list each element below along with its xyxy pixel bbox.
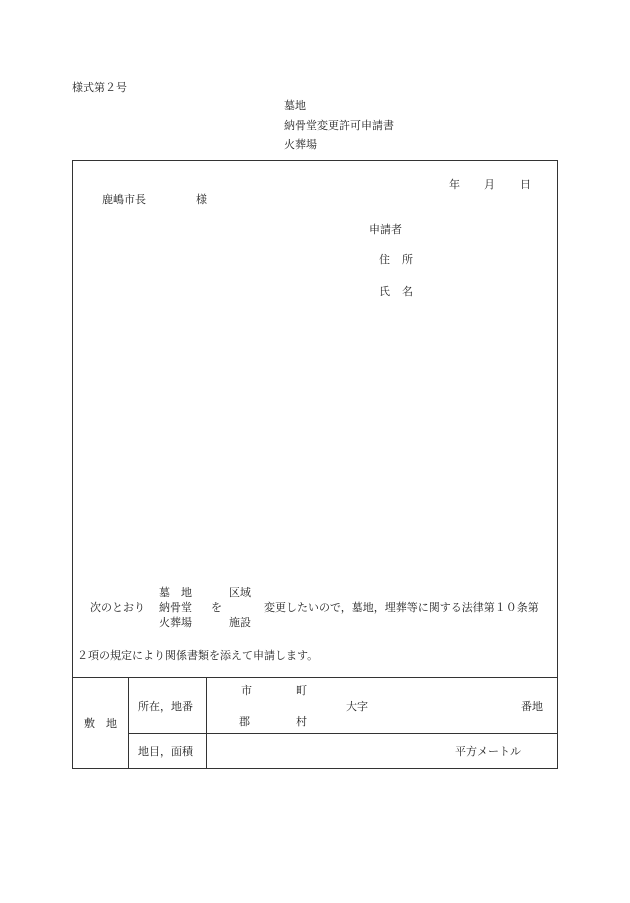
statement-suffix: 変更したいので，墓地，埋葬等に関する法律第１０条第 — [264, 601, 539, 614]
title-line-kasoba: 火葬場 — [284, 138, 317, 151]
date-day-label: 日 — [520, 178, 531, 191]
facility-option-kasoba: 火葬場 — [159, 616, 192, 629]
name-label-char1: 氏 — [379, 285, 390, 298]
addressee-honorific: 様 — [196, 193, 207, 206]
address-label-char1: 住 — [379, 253, 390, 266]
applicant-label: 申請者 — [369, 223, 402, 236]
facility-option-nokotsudo: 納骨堂 — [159, 601, 192, 614]
statement-line2: ２項の規定により関係書類を添えて申請します。 — [77, 649, 319, 662]
table-col-divider-2 — [206, 677, 207, 769]
title-line-bochi: 墓地 — [284, 99, 306, 112]
area-unit-label: 平方メートル — [455, 745, 521, 758]
oaza-label: 大字 — [346, 700, 368, 713]
form-number: 様式第２号 — [72, 81, 127, 94]
village-label: 村 — [296, 715, 307, 728]
table-top-border — [72, 677, 558, 678]
city-label: 市 — [241, 684, 252, 697]
statement-prefix: 次のとおり — [90, 601, 145, 614]
district-label: 郡 — [239, 715, 250, 728]
town-label: 町 — [296, 684, 307, 697]
addressee-name: 鹿嶋市長 — [102, 193, 146, 206]
page-title: 納骨堂変更許可申請書 — [284, 119, 394, 132]
date-year-label: 年 — [449, 178, 460, 191]
land-use-area-label: 地目，面積 — [138, 745, 193, 758]
statement-particle: を — [211, 601, 222, 614]
facility-option-bochi: 墓 地 — [159, 586, 192, 599]
change-option-kuiki: 区域 — [229, 586, 251, 599]
name-label-char2: 名 — [402, 285, 413, 298]
site-section-label: 敷 地 — [84, 717, 117, 730]
table-row-divider — [128, 733, 558, 734]
table-col-divider-1 — [128, 677, 129, 769]
date-month-label: 月 — [484, 178, 495, 191]
change-option-shisetsu: 施設 — [229, 616, 251, 629]
banchi-label: 番地 — [521, 700, 543, 713]
address-label-char2: 所 — [402, 253, 413, 266]
location-label: 所在，地番 — [138, 700, 193, 713]
